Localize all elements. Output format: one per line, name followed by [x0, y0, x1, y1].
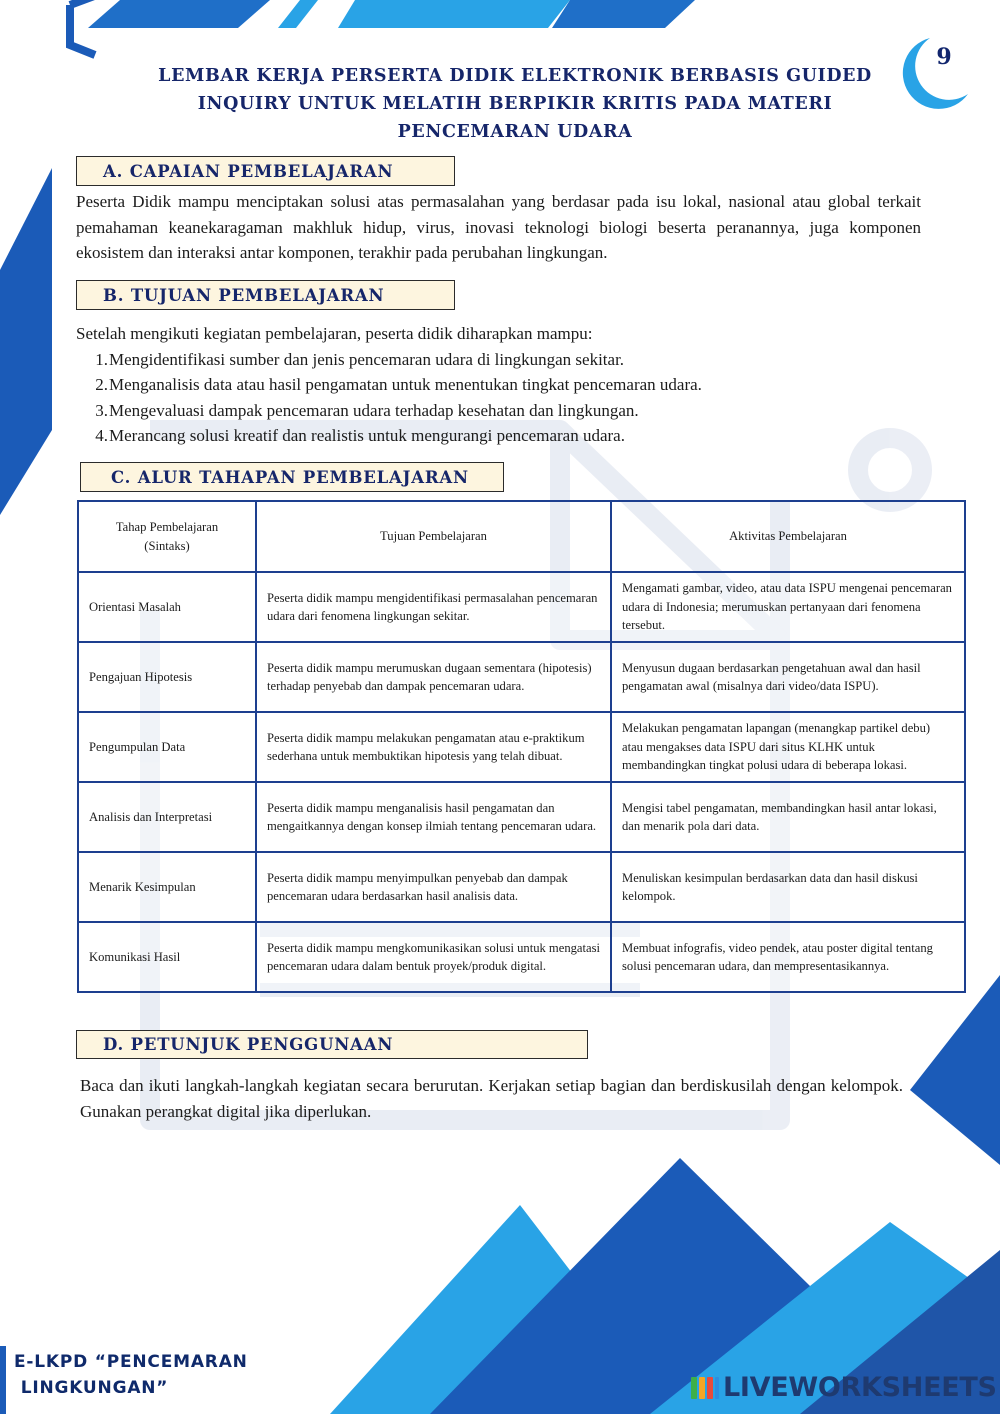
- top-stripe-3: [338, 0, 570, 28]
- page-number: 9: [936, 44, 952, 70]
- top-stripe-2: [278, 0, 318, 28]
- section-c-heading: C. ALUR TAHAPAN PEMBELAJARAN: [80, 462, 504, 492]
- stage-cell: Menarik Kesimpulan: [78, 852, 256, 922]
- page-title: [140, 62, 890, 146]
- table-row: [78, 572, 965, 642]
- liveworksheets-logo[interactable]: [690, 1372, 997, 1403]
- list-text: Mengevaluasi dampak pencemaran udara terhadap kesehatan dan lingkungan.: [109, 400, 639, 420]
- list-number: 2.: [95, 375, 108, 394]
- section-b-heading: B. TUJUAN PEMBELAJARAN: [76, 280, 455, 310]
- column-header: Tujuan Pembelajaran: [256, 501, 611, 572]
- title-line: LEMBAR KERJA PERSERTA DIDIK ELEKTRONIK BERBASIS GUIDED: [158, 66, 872, 86]
- list-text: Menganalisis data atau hasil pengamatan untuk menentukan tingkat pencemaran udara.: [109, 375, 702, 394]
- left-side-shape: [0, 168, 52, 515]
- table-row: [78, 922, 965, 992]
- stage-cell: Pengumpulan Data: [78, 712, 256, 782]
- section-d-heading: D. PETUNJUK PENGGUNAAN: [76, 1030, 588, 1059]
- list-item: [76, 372, 956, 398]
- goal-cell: Peserta didik mampu menganalisis hasil pengamatan dan mengaitkannya dengan konsep ilmiah tentang pencemaran udara.: [256, 782, 611, 852]
- list-text: Merancang solusi kreatif dan realistis untuk mengurangi pencemaran udara.: [109, 426, 625, 445]
- list-number: 1.: [95, 349, 108, 369]
- top-stripe-4: [552, 0, 695, 28]
- title-line: PENCEMARAN UDARA: [397, 122, 633, 142]
- stage-cell: Pengajuan Hipotesis: [78, 642, 256, 712]
- list-number: 3.: [95, 400, 108, 420]
- activity-cell: Melakukan pengamatan lapangan (menangkap partikel debu) atau mengakses data ISPU dari situs KLHK untuk membandingkan tingkat polusi udara di beberapa lokasi.: [611, 712, 965, 782]
- table-row: [78, 852, 965, 922]
- stage-cell: Komunikasi Hasil: [78, 922, 256, 992]
- stage-cell: Analisis dan Interpretasi: [78, 782, 256, 852]
- table-row: [78, 712, 965, 782]
- goal-cell: Peserta didik mampu mengkomunikasikan solusi untuk mengatasi pencemaran udara dalam bentuk proyek/produk digital.: [256, 922, 611, 992]
- top-stripe-1: [88, 0, 270, 28]
- footer-title: [14, 1349, 248, 1401]
- footer-title-line: E-LKPD “PENCEMARAN: [14, 1352, 248, 1372]
- stage-cell: Orientasi Masalah: [78, 572, 256, 642]
- activity-cell: Mengamati gambar, video, atau data ISPU mengenai pencemaran udara di Indonesia; merumuskan pertanyaan dari fenomena tersebut.: [611, 572, 965, 642]
- activity-cell: Mengisi tabel pengamatan, membandingkan hasil antar lokasi, dan menarik pola dari data.: [611, 782, 965, 852]
- list-item: [76, 398, 956, 424]
- list-number: 4.: [95, 426, 108, 445]
- list-item: [76, 423, 956, 449]
- section-d-text: Baca dan ikuti langkah-langkah kegiatan secara berurutan. Kerjakan setiap bagian dan berdiskusilah dengan kelompok. Gunakan perangkat digital jika diperlukan.: [80, 1076, 903, 1121]
- section-a-heading: A. CAPAIAN PEMBELAJARAN: [76, 156, 455, 186]
- list-item: [76, 347, 956, 373]
- goal-cell: Peserta didik mampu mengidentifikasi permasalahan pencemaran udara dari fenomena lingkungan sekitar.: [256, 572, 611, 642]
- column-header: Aktivitas Pembelajaran: [611, 501, 965, 572]
- objectives-block: [76, 321, 956, 449]
- table-header-row: [78, 501, 965, 572]
- list-text: Mengidentifikasi sumber dan jenis pencemaran udara di lingkungan sekitar.: [109, 349, 625, 369]
- right-side-shape: [910, 975, 1000, 1165]
- table-row: [78, 642, 965, 712]
- goal-cell: Peserta didik mampu melakukan pengamatan atau e-praktikum sederhana untuk membuktikan hipotesis yang telah dibuat.: [256, 712, 611, 782]
- activity-cell: Menyusun dugaan berdasarkan pengetahuan awal dan hasil pengamatan awal (misalnya dari video/data ISPU).: [611, 642, 965, 712]
- brand-name: LIVEWORKSHEETS: [723, 1372, 997, 1403]
- activity-cell: Membuat infografis, video pendek, atau poster digital tentang solusi pencemaran udara, dan mempresentasikannya.: [611, 922, 965, 992]
- activity-cell: Menuliskan kesimpulan berdasarkan data dan hasil diskusi kelompok.: [611, 852, 965, 922]
- goal-cell: Peserta didik mampu menyimpulkan penyebab dan dampak pencemaran udara berdasarkan hasil analisis data.: [256, 852, 611, 922]
- objectives-intro: Setelah mengikuti kegiatan pembelajaran, peserta didik diharapkan mampu:: [76, 324, 593, 343]
- table-row: [78, 782, 965, 852]
- bottom-left-bar: [0, 1346, 6, 1414]
- footer-title-line: LINGKUNGAN”: [14, 1378, 169, 1398]
- liveworksheets-icon: [690, 1373, 720, 1403]
- learning-flow-table: [77, 500, 966, 993]
- title-line: INQUIRY UNTUK MELATIH BERPIKIR KRITIS PADA MATERI: [197, 94, 833, 114]
- column-header: Tahap Pembelajaran (Sintaks): [78, 501, 256, 572]
- goal-cell: Peserta didik mampu merumuskan dugaan sementara (hipotesis) terhadap penyebab dan dampak pencemaran udara.: [256, 642, 611, 712]
- objectives-list: [76, 347, 956, 449]
- section-a-text: Peserta Didik mampu menciptakan solusi atas permasalahan yang berdasar pada isu lokal, nasional atau global terkait pemahaman keanekaragaman makhluk hidup, virus, inovasi teknologi biologi beserta peranannya, juga komponen ekosistem dan interaksi antar komponen, terakhir pada perubahan lingkungan.: [76, 192, 921, 262]
